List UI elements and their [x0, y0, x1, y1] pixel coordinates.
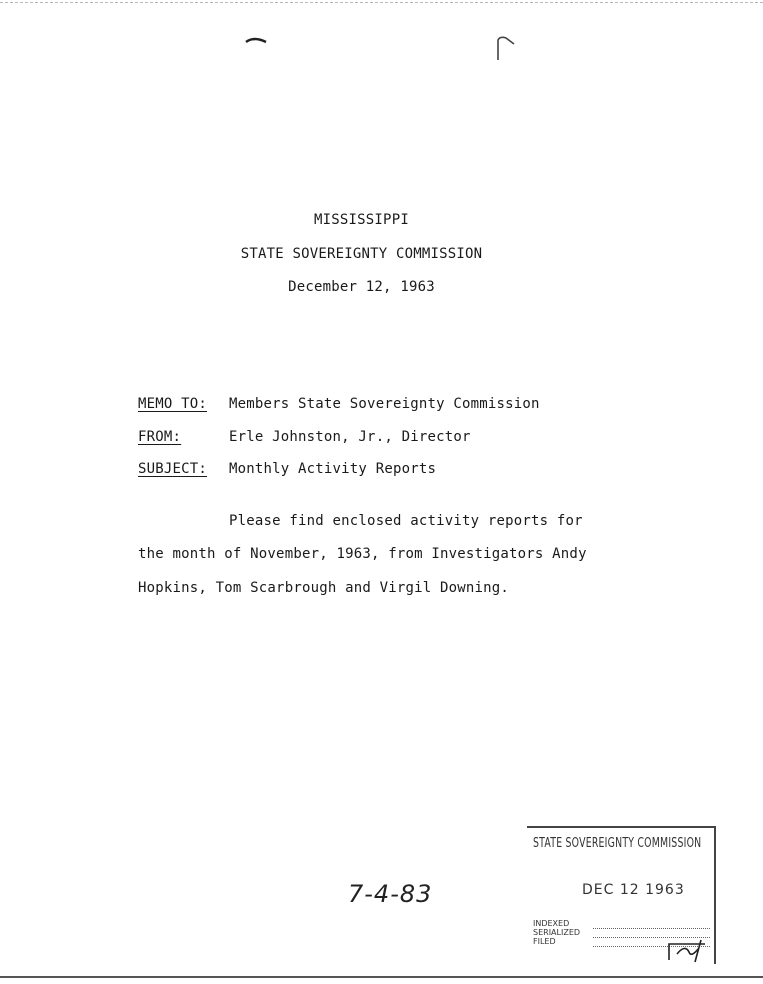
handwritten-file-number: 7-4-83 — [348, 880, 433, 908]
body-line-3: Hopkins, Tom Scarbrough and Virgil Downing. — [138, 580, 510, 596]
stamp-title: STATE SOVEREIGNTY COMMISSION — [533, 836, 702, 851]
scan-mark — [244, 34, 270, 46]
stamp-row-filed: FILED — [533, 937, 556, 946]
stamp-row-indexed: INDEXED — [533, 919, 570, 928]
body-line-1: Please find enclosed activity reports for — [229, 513, 583, 529]
stamp-row-serialized: SERIALIZED — [533, 928, 581, 937]
handwritten-initials — [665, 938, 709, 964]
stamp-line — [593, 928, 710, 929]
subject-label: SUBJECT: — [138, 461, 208, 477]
memo-to-value: Members State Sovereignty Commission — [229, 396, 540, 412]
heading-agency: STATE SOVEREIGNTY COMMISSION — [240, 246, 483, 262]
from-label: FROM: — [138, 429, 182, 445]
from-value: Erle Johnston, Jr., Director — [229, 429, 471, 445]
memo-to-label: MEMO TO: — [138, 396, 208, 412]
bottom-scan-edge — [0, 976, 763, 978]
top-scan-edge — [0, 2, 763, 3]
heading-date: December 12, 1963 — [288, 279, 435, 295]
staple-mark — [494, 34, 518, 62]
stamp-date: DEC 12 1963 — [582, 882, 685, 898]
body-line-2: the month of November, 1963, from Investigators Andy — [138, 546, 587, 562]
subject-value: Monthly Activity Reports — [229, 461, 437, 477]
received-stamp — [527, 826, 716, 964]
heading-state: MISSISSIPPI — [314, 212, 409, 228]
